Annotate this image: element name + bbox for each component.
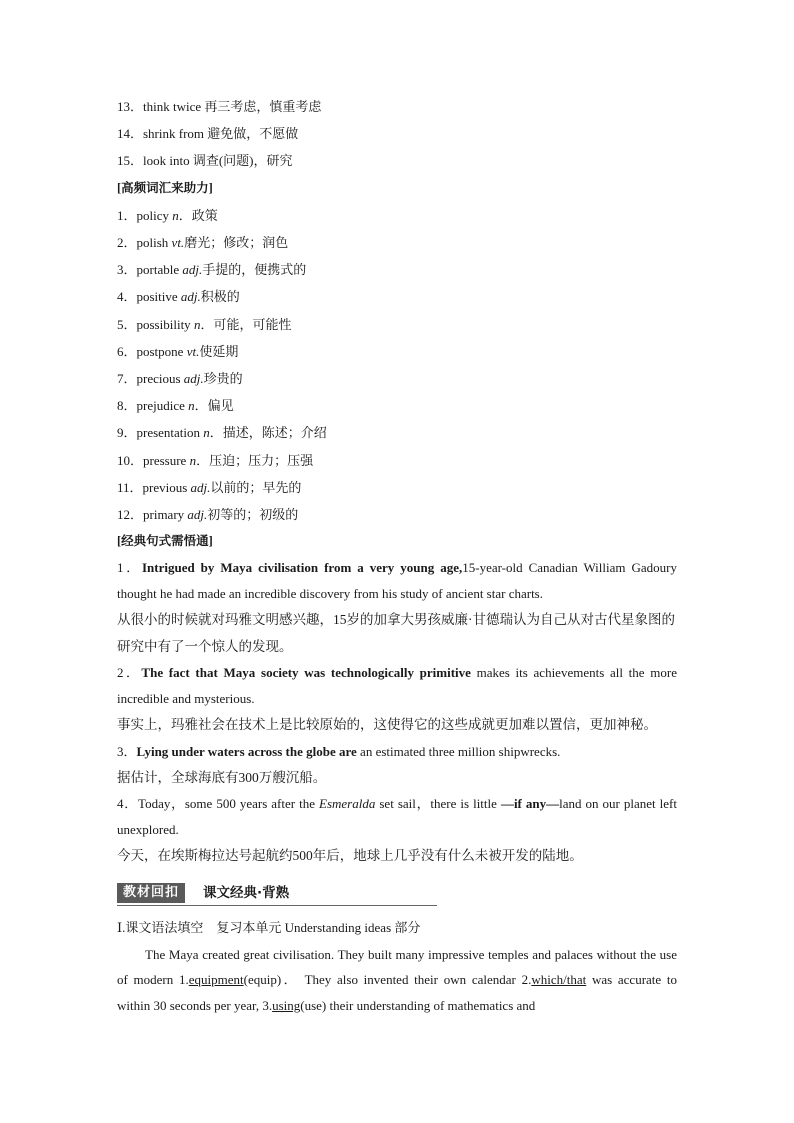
banner-title: 课文经典·背熟 bbox=[203, 884, 290, 901]
paragraph-text: (equip)． They also invented their own calendar 2. bbox=[243, 972, 532, 988]
high-freq-vocab-list bbox=[117, 202, 677, 528]
vocab-item bbox=[117, 365, 677, 392]
vocab-meaning: 以前的；早先的 bbox=[210, 479, 302, 495]
vocab-item bbox=[117, 338, 677, 365]
vocab-pos: n bbox=[188, 398, 195, 414]
sentence-number: 3． bbox=[117, 743, 137, 759]
vocab-pos: adj. bbox=[190, 479, 211, 495]
vocab-item bbox=[117, 501, 677, 528]
vocab-item bbox=[117, 229, 677, 256]
vocab-meaning: 积极的 bbox=[200, 289, 240, 305]
vocab-word: 9．presentation bbox=[117, 425, 204, 441]
vocab-item: 14．shrink from 避免做，不愿做 bbox=[117, 126, 299, 142]
sentence-en bbox=[117, 791, 677, 843]
vocab-meaning: 磨光；修改；润色 bbox=[184, 235, 289, 251]
vocab-item bbox=[117, 311, 677, 338]
sentence-mid: set sail，there is little bbox=[375, 796, 501, 812]
vocab-meaning: ．偏见 bbox=[194, 398, 234, 414]
vocab-item: 15．look into 调查(问题)，研究 bbox=[117, 153, 293, 169]
vocab-item bbox=[117, 447, 677, 474]
sentence-bold: —if any— bbox=[500, 796, 560, 812]
vocab-meaning: ．描述，陈述；介绍 bbox=[209, 425, 327, 441]
sentence-rest: land on our planet left unexplored. bbox=[117, 796, 677, 838]
vocab-word: 8．prejudice bbox=[117, 398, 189, 414]
vocab-pos: n bbox=[193, 316, 201, 332]
sentence-bold: Intrigued by Maya civilisation from a very young age, bbox=[141, 560, 463, 576]
vocab-pos: vt. bbox=[186, 343, 200, 359]
vocab-pos: adj. bbox=[180, 289, 201, 305]
paragraph-text: The Maya created great civilisation. They built many impressive temples and palaces without the use of modern 1. bbox=[117, 946, 677, 988]
sentence-number: 4．Today，some 500 years after the bbox=[117, 796, 319, 812]
vocab-word: 3．portable bbox=[117, 262, 183, 278]
sentence-en bbox=[117, 660, 677, 712]
sentence-zh: 从很小的时候就对玛雅文明感兴趣，15岁的加拿大男孩威廉·甘德瑞认为自己从对古代星象图的研究中有了一个惊人的发现。 bbox=[117, 612, 675, 654]
banner-box: 教材回扣 bbox=[117, 883, 185, 903]
vocab-item bbox=[117, 283, 677, 310]
vocab-item bbox=[117, 256, 677, 283]
sentence-en bbox=[117, 739, 677, 765]
vocab-item bbox=[117, 474, 677, 501]
paragraph-text: (use) their understanding of mathematics and bbox=[300, 997, 536, 1013]
vocab-pos: adj. bbox=[182, 262, 203, 278]
paragraph-text: was accurate to within 30 seconds per year, 3. bbox=[117, 972, 678, 1013]
sentence-3 bbox=[117, 739, 677, 792]
vocab-meaning: ．可能，可能性 bbox=[200, 316, 292, 332]
vocab-word: 12．primary bbox=[117, 507, 188, 523]
sentence-rest: an estimated three million shipwrecks. bbox=[356, 743, 561, 759]
sentence-rest: 15-year-old Canadian William Gadoury thought he had made an incredible discovery from his study of ancient star charts. bbox=[117, 560, 677, 602]
vocab-item bbox=[117, 202, 677, 229]
sentence-1 bbox=[117, 555, 677, 660]
sentence-bold: Lying under waters across the globe are bbox=[136, 743, 357, 759]
exercise-paragraph bbox=[117, 942, 677, 1019]
vocab-word: 2．polish bbox=[117, 235, 172, 251]
vocab-word: 11．previous bbox=[117, 479, 191, 495]
section-label-high-freq: [高频词汇来助力] bbox=[117, 180, 213, 195]
sentence-rest: makes its achievements all the more incredible and mysterious. bbox=[117, 665, 677, 707]
section-banner bbox=[117, 880, 437, 908]
vocab-word: 6．postpone bbox=[117, 343, 187, 359]
vocab-word: 10．pressure bbox=[117, 452, 190, 468]
sentence-zh: 据估计，全球海底有300万艘沉船。 bbox=[117, 769, 327, 785]
banner-rule bbox=[117, 905, 437, 906]
vocab-pos: n bbox=[172, 207, 179, 223]
sentence-zh: 今天，在埃斯梅拉达号起航约500年后，地球上几乎没有什么未被开发的陆地。 bbox=[117, 848, 583, 864]
vocab-meaning: 使延期 bbox=[199, 343, 239, 359]
sentence-4 bbox=[117, 791, 677, 870]
vocab-pos: n bbox=[203, 425, 210, 441]
vocab-meaning: ．政策 bbox=[178, 207, 218, 223]
answer-blank-1: equipment bbox=[188, 972, 244, 988]
vocab-word: 4．positive bbox=[117, 289, 181, 305]
sentence-bold: The fact that Maya society was technologically primitive bbox=[141, 665, 471, 681]
vocab-item bbox=[117, 419, 677, 446]
sentence-italic: Esmeralda bbox=[319, 796, 376, 812]
vocab-meaning: 珍贵的 bbox=[203, 371, 243, 387]
vocab-item: 13．think twice 再三考虑，慎重考虑 bbox=[117, 99, 322, 114]
sentence-zh: 事实上，玛雅社会在技术上是比较原始的，这使得它的这些成就更加难以置信，更加神秘。 bbox=[117, 717, 657, 733]
section-label-sentences: [经典句式需悟通] bbox=[117, 534, 213, 549]
sentence-2 bbox=[117, 660, 677, 739]
vocab-pos: adj. bbox=[183, 371, 204, 387]
document-page bbox=[117, 93, 677, 1018]
answer-blank-2: which/that bbox=[531, 972, 587, 988]
vocab-meaning: ．压迫；压力；压强 bbox=[196, 452, 314, 468]
vocab-list-continued bbox=[117, 93, 677, 175]
vocab-pos: adj. bbox=[187, 507, 208, 523]
sentence-number: 2． bbox=[117, 665, 142, 681]
exercise-heading: Ⅰ.课文语法填空 复习本单元 Understanding ideas 部分 bbox=[117, 919, 421, 935]
answer-blank-3: using bbox=[272, 997, 301, 1013]
vocab-word: 7．precious bbox=[117, 371, 184, 387]
vocab-word: 5．possibility bbox=[117, 316, 194, 332]
sentence-number: 1． bbox=[117, 560, 142, 576]
sentence-en bbox=[117, 555, 677, 607]
vocab-word: 1．policy bbox=[117, 207, 173, 223]
vocab-pos: vt. bbox=[171, 235, 185, 251]
vocab-meaning: 初等的；初级的 bbox=[207, 507, 299, 523]
vocab-meaning: 手提的，便携式的 bbox=[202, 262, 307, 278]
vocab-item bbox=[117, 392, 677, 419]
vocab-pos: n bbox=[189, 452, 197, 468]
